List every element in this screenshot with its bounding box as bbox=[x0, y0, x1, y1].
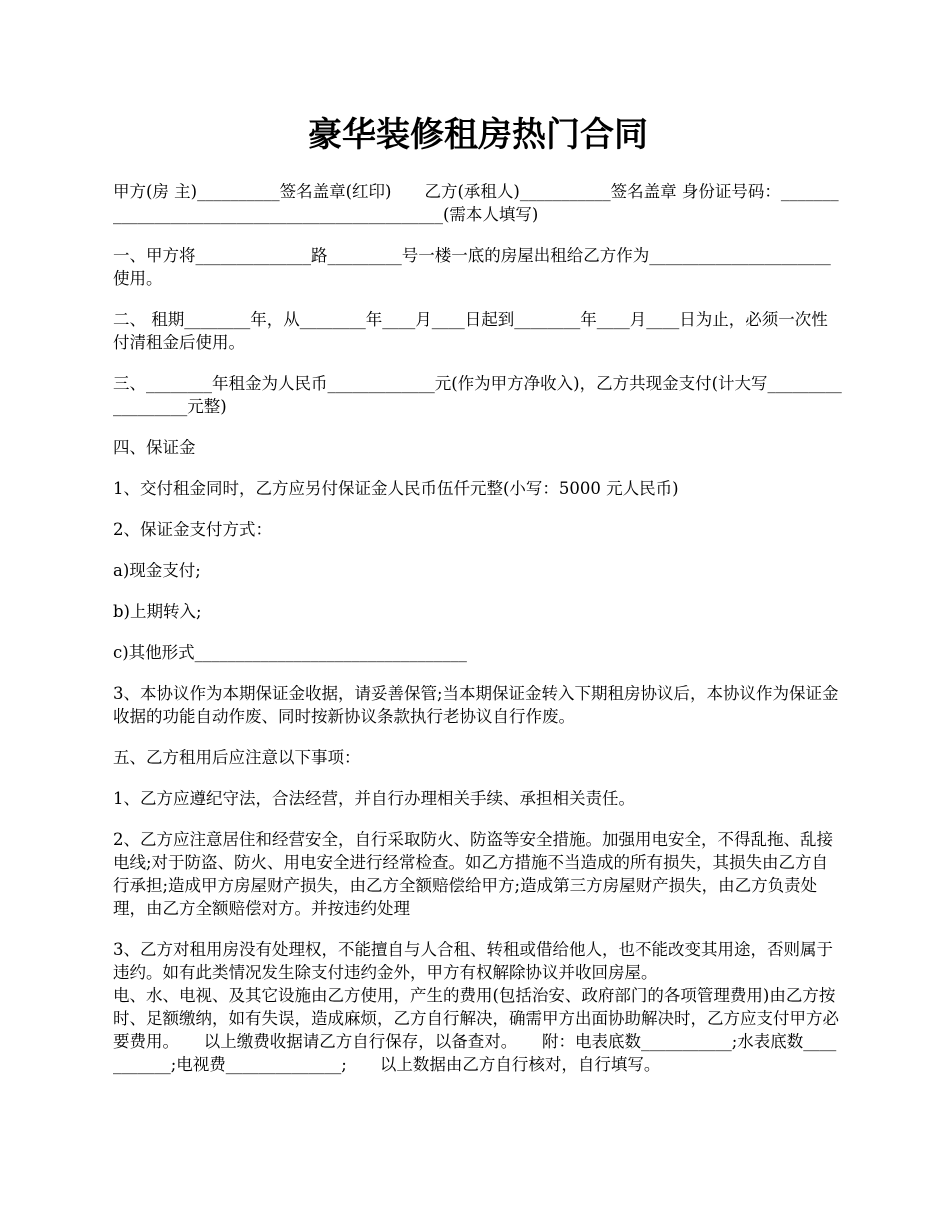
clause-1-premises: 一、甲方将______________路_________号一楼一底的房屋出租给乙方作为______________________使用。 bbox=[113, 246, 831, 288]
clause-2-lease-term: 二、 租期________年，从________年____月____日起到________年____月____日为止，必须一次性付清租金后使用。 bbox=[113, 310, 828, 352]
payment-option-a: a)现金支付; bbox=[113, 561, 201, 580]
notice-item-2: 2、乙方应注意居住和经营安全，自行采取防火、防盗等安全措施。加强用电安全，不得乱拖、乱接电线;对于防盗、防火、用电安全进行经常检查。如乙方措施不当造成的所有损失，其损失由乙方自行承担;造成甲方房屋财产损失，由乙方全额赔偿给甲方;造成第三方房屋财产损失，由乙方负责处理，由乙方全额赔偿对方。并按违约处理 bbox=[113, 830, 833, 918]
notice-item-1: 1、乙方应遵纪守法，合法经营，并自行办理相关手续、承担相关责任。 bbox=[113, 789, 635, 808]
clause-3-rent: 三、________年租金为人民币_____________元(作为甲方净收入)，乙方共现金支付(计大写__________________元整) bbox=[113, 374, 842, 416]
deposit-item-2: 2、保证金支付方式： bbox=[113, 520, 272, 539]
deposit-item-3: 3、本协议作为本期保证金收据，请妥善保管;当本期保证金转入下期租房协议后，本协议作为保证金收据的功能自动作废、同时按新协议条款执行老协议自行作废。 bbox=[113, 684, 839, 726]
clause-5-heading: 五、乙方租用后应注意以下事项： bbox=[113, 748, 361, 767]
document-title: 豪华装修租房热门合同 bbox=[308, 115, 648, 155]
clause-4-heading-deposit: 四、保证金 bbox=[113, 438, 196, 457]
notice-item-3: 3、乙方对租用房没有处理权，不能擅自与人合租、转租或借给他人，也不能改变其用途，否则属于违约。如有此类情况发生除支付违约金外，甲方有权解除协议并收回房屋。 bbox=[113, 940, 833, 982]
deposit-item-1: 1、交付租金同时，乙方应另付保证金人民币伍仟元整(小写：5000 元人民币) bbox=[113, 479, 679, 498]
parties-signature-line: 甲方(房 主)__________签名盖章(红印) 乙方(承租人)___________签名盖章 身份证号码：_______________________________________________(需本人填写) bbox=[113, 182, 839, 224]
contract-body bbox=[113, 180, 843, 1094]
payment-option-b: b)上期转入; bbox=[113, 602, 202, 621]
payment-option-c: c)其他形式_________________________________ bbox=[113, 643, 467, 662]
utilities-paragraph: 电、水、电视、及其它设施由乙方使用，产生的费用(包括治安、政府部门的各项管理费用)由乙方按时、足额缴纳，如有失误，造成麻烦，乙方自行解决，确需甲方出面协助解决时，乙方应支付甲方必要费用。 以上缴费收据请乙方自行保存，以备查对。 附：电表底数___________;水表底数___________;电视费______________; 以上数据由乙方自行核对，自行填写。 bbox=[113, 986, 839, 1074]
